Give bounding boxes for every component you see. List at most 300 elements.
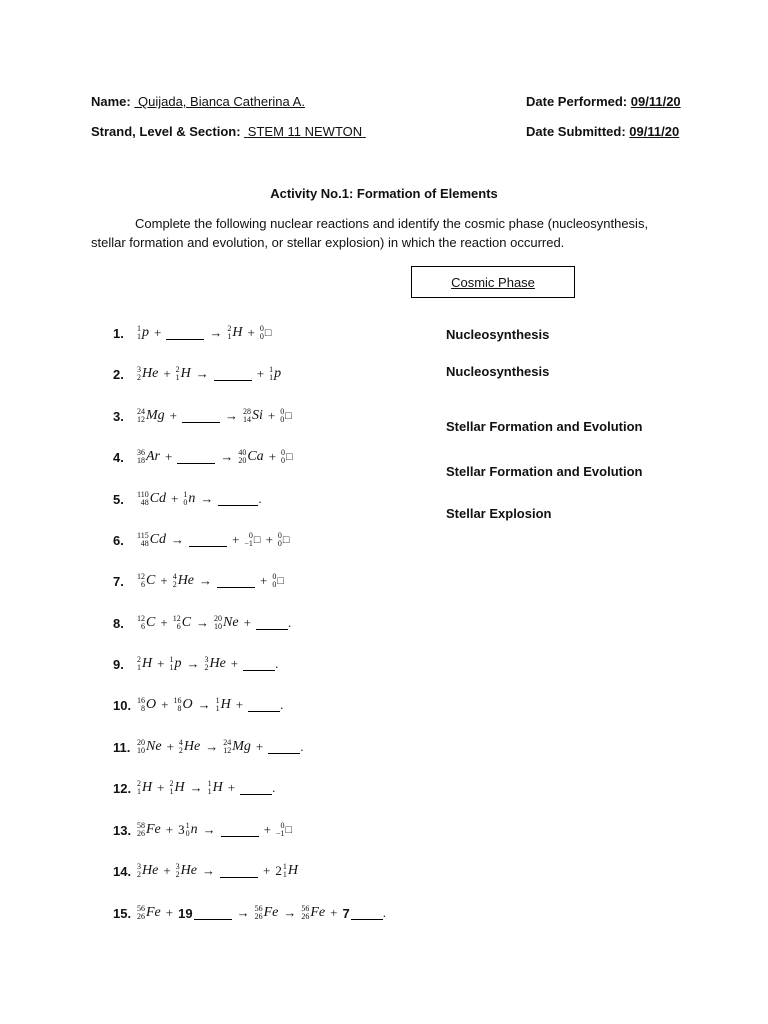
plus-sign: + <box>171 491 179 506</box>
arrow-icon: → <box>220 449 234 464</box>
date-performed-label: Date Performed: <box>526 94 628 109</box>
atomic-number: 26 <box>254 912 263 921</box>
arrow-icon: → <box>171 532 185 547</box>
plus-sign: + <box>263 822 271 837</box>
atomic-number: 10 <box>137 746 145 755</box>
isotope <box>137 697 156 713</box>
isotope-numbers <box>186 822 190 838</box>
element-symbol: He <box>142 366 159 381</box>
name-row <box>91 94 344 109</box>
reaction-row <box>113 697 283 713</box>
plus-sign: + <box>165 905 174 920</box>
mass-number: 28 <box>243 407 252 416</box>
mass-number: 0 <box>280 821 285 830</box>
reaction-row <box>113 615 291 631</box>
element-symbol: H <box>174 780 185 795</box>
section-value: STEM 11 NEWTON <box>247 124 363 139</box>
element-symbol: Ar <box>146 449 160 464</box>
element-symbol: H <box>212 780 223 795</box>
period: . <box>382 905 386 920</box>
mass-number: 4 <box>178 738 183 747</box>
reaction-number: 7. <box>113 573 124 589</box>
atomic-number: 26 <box>137 829 145 838</box>
element-symbol: □ <box>286 451 293 463</box>
isotope-numbers <box>137 449 145 465</box>
answer-blank[interactable] <box>177 451 215 464</box>
atomic-number: 0 <box>280 415 285 424</box>
atomic-number: 0 <box>259 332 264 341</box>
plus-sign: + <box>263 863 271 878</box>
plus-sign: + <box>161 697 169 712</box>
element-symbol: Ca <box>247 449 264 464</box>
isotope <box>137 532 166 548</box>
isotope <box>227 325 242 341</box>
isotope <box>137 905 161 921</box>
isotope <box>137 780 152 796</box>
reaction-row <box>113 325 271 341</box>
isotope <box>281 449 293 465</box>
cosmic-phase-header-label: Cosmic Phase <box>451 274 535 290</box>
isotope <box>179 739 200 755</box>
element-symbol: Fe <box>146 905 161 920</box>
element-symbol: H <box>287 863 298 878</box>
mass-number: 12 <box>137 572 145 581</box>
plus-sign: + <box>160 573 168 588</box>
answer-blank[interactable] <box>268 741 300 754</box>
isotope-numbers <box>244 532 253 548</box>
plus-sign: + <box>166 739 174 754</box>
element-symbol: Mg <box>146 408 165 423</box>
isotope <box>269 366 281 382</box>
atomic-number: 0 <box>272 580 277 589</box>
coefficient: 7 <box>342 905 350 921</box>
reaction-row <box>113 656 278 672</box>
coefficient: 19 <box>178 905 193 921</box>
element-symbol: H <box>142 780 153 795</box>
isotope-numbers <box>260 325 264 341</box>
plus-sign: + <box>267 408 276 423</box>
arrow-icon: → <box>186 656 200 671</box>
isotope <box>301 905 325 921</box>
arrow-icon: → <box>283 905 297 920</box>
isotope-numbers <box>280 408 284 424</box>
mass-number: 20 <box>214 614 223 623</box>
atomic-number: 2 <box>204 663 209 672</box>
isotope-numbers <box>243 408 251 424</box>
plus-sign: + <box>256 366 265 381</box>
activity-instructions: Complete the following nuclear reactions and identify the cosmic phase (nucleosynthesis, stellar formation and evolution, or stellar explosion) in which the reaction occurred. <box>91 216 649 250</box>
isotope-numbers <box>214 615 222 631</box>
period: . <box>272 780 276 795</box>
reaction-row <box>113 408 292 424</box>
isotope <box>183 491 195 507</box>
isotope <box>137 325 149 341</box>
isotope <box>137 615 155 631</box>
element-symbol: Fe <box>263 905 279 920</box>
atomic-number: 6 <box>141 622 145 631</box>
isotope-numbers <box>278 532 282 548</box>
mass-number: 0 <box>277 531 282 540</box>
period: . <box>300 739 304 754</box>
plus-sign: + <box>160 615 168 630</box>
isotope <box>243 408 263 424</box>
plus-sign: + <box>163 366 171 381</box>
plus-sign: + <box>235 697 244 712</box>
isotope-numbers <box>137 366 141 382</box>
mass-number: 24 <box>223 738 232 747</box>
reaction-number: 11. <box>113 739 131 755</box>
element-symbol: Ne <box>223 615 239 630</box>
answer-blank[interactable] <box>240 782 272 795</box>
element-symbol: n <box>188 491 196 506</box>
isotope <box>137 449 160 465</box>
answer-blank[interactable] <box>182 410 220 423</box>
atomic-number: −1 <box>275 829 285 838</box>
atomic-number: 2 <box>172 580 177 589</box>
element-symbol: p <box>174 656 182 671</box>
atomic-number: 1 <box>137 787 141 796</box>
reaction-row <box>113 366 281 382</box>
answer-blank[interactable] <box>248 699 280 712</box>
isotope-numbers <box>137 615 145 631</box>
isotope-numbers <box>269 366 273 382</box>
plus-sign: + <box>169 408 178 423</box>
date-submitted-value: 09/11/20 <box>629 124 680 139</box>
mass-number: 4 <box>172 572 177 581</box>
phase-answer: Stellar Explosion <box>446 506 552 521</box>
atomic-number: 10 <box>214 622 223 631</box>
isotope-numbers <box>208 780 212 796</box>
isotope-numbers <box>301 905 309 921</box>
isotope <box>214 615 239 631</box>
mass-number: 0 <box>281 448 286 457</box>
mass-number: 3 <box>137 862 141 871</box>
atomic-number: 1 <box>269 373 274 382</box>
plus-sign: + <box>268 449 277 464</box>
isotope-numbers <box>276 822 285 838</box>
atomic-number: 0 <box>183 498 188 507</box>
atomic-number: 12 <box>137 415 145 424</box>
isotope-numbers <box>173 615 181 631</box>
mass-number: 1 <box>207 779 212 788</box>
mass-number: 24 <box>137 407 145 416</box>
element-symbol: Fe <box>310 905 326 920</box>
activity-title: Activity No.1: Formation of Elements <box>270 186 498 201</box>
arrow-icon: → <box>236 905 250 920</box>
isotope-numbers <box>137 739 145 755</box>
isotope <box>275 863 298 879</box>
mass-number: 12 <box>137 614 145 623</box>
mass-number: 3 <box>175 862 180 871</box>
isotope-numbers <box>216 697 220 713</box>
isotope <box>137 366 158 382</box>
element-symbol: He <box>180 863 197 878</box>
isotope <box>169 780 184 796</box>
element-symbol: Cd <box>149 491 167 506</box>
atomic-number: 1 <box>227 332 232 341</box>
reaction-number: 5. <box>113 491 124 507</box>
isotope <box>216 697 231 713</box>
mass-number: 1 <box>185 821 190 830</box>
atomic-number: 26 <box>301 912 310 921</box>
isotope-numbers <box>238 449 246 465</box>
isotope-numbers <box>169 780 173 796</box>
plus-sign: + <box>157 656 165 671</box>
plus-sign: + <box>330 905 338 920</box>
atomic-number: 1 <box>207 787 212 796</box>
atomic-number: 8 <box>141 704 145 713</box>
mass-number: 1 <box>183 490 188 499</box>
element-symbol: n <box>190 822 198 837</box>
isotope-numbers <box>179 739 183 755</box>
period: . <box>275 656 279 671</box>
section-label: Strand, Level & Section: <box>91 124 241 139</box>
element-symbol: □ <box>285 824 293 836</box>
mass-number: 16 <box>173 696 182 705</box>
element-symbol: □ <box>277 575 285 587</box>
answer-blank[interactable] <box>351 907 383 920</box>
mass-number: 3 <box>204 655 209 664</box>
isotope-numbers <box>173 697 181 713</box>
plus-sign: + <box>157 780 165 795</box>
plus-sign: + <box>243 615 251 630</box>
arrow-icon: → <box>195 366 209 381</box>
element-symbol: C <box>146 573 156 588</box>
isotope-numbers <box>227 325 231 341</box>
arrow-icon: → <box>197 697 211 712</box>
arrow-icon: → <box>209 325 223 340</box>
reaction-number: 15. <box>113 905 132 921</box>
atomic-number: 1 <box>215 704 220 713</box>
isotope-numbers <box>283 863 287 879</box>
isotope <box>176 366 191 382</box>
element-symbol: O <box>146 697 157 712</box>
reaction-number: 13. <box>113 822 132 838</box>
mass-number: 0 <box>280 407 285 416</box>
answer-blank[interactable] <box>189 534 227 547</box>
mass-number: 58 <box>137 821 145 830</box>
name-label: Name: <box>91 94 131 109</box>
reaction-number: 8. <box>113 615 124 631</box>
coefficient: 3 <box>178 822 185 837</box>
isotope <box>137 822 161 838</box>
isotope <box>223 739 251 755</box>
isotope <box>173 615 191 631</box>
date-performed-value: 09/11/20 <box>630 94 681 109</box>
mass-number: 1 <box>282 862 287 871</box>
mass-number: 56 <box>137 904 145 913</box>
plus-sign: + <box>154 325 162 340</box>
answer-blank[interactable] <box>243 658 275 671</box>
plus-sign: + <box>232 532 240 547</box>
isotope <box>173 573 194 589</box>
atomic-number: 6 <box>176 622 181 631</box>
mass-number: 0 <box>259 324 264 333</box>
element-symbol: Cd <box>149 532 167 547</box>
element-symbol: H <box>180 366 191 381</box>
mass-number: 2 <box>175 365 180 374</box>
isotope <box>137 656 152 672</box>
reaction-number: 14. <box>113 863 132 879</box>
answer-blank[interactable] <box>256 617 288 630</box>
arrow-icon: → <box>189 780 203 795</box>
isotope <box>137 863 158 879</box>
date-submitted-label: Date Submitted: <box>526 124 626 139</box>
isotope-numbers <box>183 491 187 507</box>
mass-number: 16 <box>137 696 145 705</box>
date-performed-row <box>526 94 681 109</box>
isotope <box>178 822 198 838</box>
isotope <box>208 780 223 796</box>
mass-number: 56 <box>254 904 263 913</box>
isotope-numbers <box>137 656 141 672</box>
plus-sign: + <box>260 573 268 588</box>
isotope <box>280 408 292 424</box>
reaction-number: 3. <box>113 408 124 424</box>
phase-answer: Stellar Formation and Evolution <box>446 419 643 434</box>
arrow-icon: → <box>196 615 210 630</box>
atomic-number: 1 <box>137 332 141 341</box>
arrow-icon: → <box>202 822 216 837</box>
atomic-number: 2 <box>137 373 141 382</box>
atomic-number: 1 <box>282 870 287 879</box>
atomic-number: 1 <box>169 663 174 672</box>
answer-blank[interactable] <box>214 368 252 381</box>
mass-number: 1 <box>169 655 174 664</box>
arrow-icon: → <box>200 491 214 506</box>
reaction-number: 9. <box>113 656 124 672</box>
arrow-icon: → <box>225 408 239 423</box>
element-symbol: He <box>183 739 201 754</box>
isotope-numbers <box>176 366 180 382</box>
atomic-number: 1 <box>169 787 174 796</box>
answer-blank[interactable] <box>218 493 258 506</box>
isotope <box>255 905 279 921</box>
isotope <box>272 573 284 589</box>
element-symbol: Fe <box>146 822 161 837</box>
atomic-number: −1 <box>244 539 253 548</box>
element-symbol: He <box>177 573 195 588</box>
arrow-icon: → <box>202 863 215 878</box>
mass-number: 1 <box>215 696 220 705</box>
plus-sign: + <box>247 325 255 340</box>
isotope-numbers <box>255 905 263 921</box>
isotope <box>169 656 181 672</box>
element-symbol: O <box>182 697 193 712</box>
isotope <box>276 822 292 838</box>
name-value: Quijada, Bianca Catherina A. <box>138 94 305 109</box>
answer-blank[interactable] <box>221 824 259 837</box>
isotope-numbers <box>137 822 145 838</box>
mass-number: 56 <box>301 904 310 913</box>
mass-number: 3 <box>137 365 141 374</box>
isotope-numbers <box>137 863 141 879</box>
plus-sign: + <box>165 822 174 837</box>
isotope-numbers <box>169 656 173 672</box>
reaction-row <box>113 449 293 465</box>
atomic-number: 0 <box>277 539 282 548</box>
reaction-row <box>113 863 298 879</box>
isotope-numbers <box>137 573 145 589</box>
plus-sign: + <box>265 532 273 547</box>
isotope-numbers <box>137 491 149 507</box>
element-symbol: p <box>274 366 282 381</box>
atomic-number: 18 <box>137 456 145 465</box>
atomic-number: 0 <box>185 829 190 838</box>
reaction-number: 12. <box>113 780 132 796</box>
element-symbol: He <box>142 863 159 878</box>
isotope-numbers <box>281 449 285 465</box>
atomic-number: 1 <box>175 373 180 382</box>
date-submitted-row <box>526 124 679 139</box>
element-symbol: Mg <box>232 739 251 754</box>
atomic-number: 6 <box>141 580 145 589</box>
answer-blank[interactable] <box>217 575 255 588</box>
section-row <box>91 124 366 139</box>
atomic-number: 12 <box>223 746 232 755</box>
reaction-row <box>113 573 284 589</box>
element-symbol: H <box>220 697 231 712</box>
element-symbol: Si <box>252 408 263 423</box>
isotope <box>137 739 162 755</box>
isotope <box>244 532 260 548</box>
cosmic-phase-header <box>411 266 575 298</box>
element-symbol: p <box>142 325 149 340</box>
element-symbol: H <box>142 656 153 671</box>
reaction-number: 6. <box>113 532 124 548</box>
phase-answer: Nucleosynthesis <box>446 327 550 342</box>
atomic-number: 2 <box>175 870 180 879</box>
isotope-numbers <box>137 408 145 424</box>
element-symbol: H <box>232 325 243 340</box>
mass-number: 115 <box>137 531 149 540</box>
reaction-row <box>113 780 275 796</box>
answer-blank[interactable] <box>220 865 258 878</box>
reaction-row <box>113 739 304 755</box>
mass-number: 2 <box>137 655 141 664</box>
atomic-number: 1 <box>137 663 141 672</box>
isotope-numbers <box>176 863 180 879</box>
atomic-number: 48 <box>140 539 149 548</box>
plus-sign: + <box>227 780 236 795</box>
isotope-numbers <box>137 780 141 796</box>
isotope-numbers <box>137 905 145 921</box>
isotope-numbers <box>204 656 208 672</box>
answer-blank[interactable] <box>166 327 204 340</box>
isotope <box>238 449 263 465</box>
reaction-row <box>113 491 262 507</box>
reaction-number: 2. <box>113 366 124 382</box>
isotope-numbers <box>137 325 141 341</box>
plus-sign: + <box>165 449 173 464</box>
answer-blank[interactable] <box>194 907 232 920</box>
isotope <box>137 491 166 507</box>
phase-answer: Stellar Formation and Evolution <box>446 464 643 479</box>
mass-number: 0 <box>272 572 277 581</box>
isotope-numbers <box>137 697 145 713</box>
atomic-number: 14 <box>243 415 252 424</box>
period: . <box>258 491 262 506</box>
mass-number: 110 <box>137 490 149 499</box>
phase-answer: Nucleosynthesis <box>446 364 550 379</box>
mass-number: 2 <box>137 779 141 788</box>
atomic-number: 26 <box>137 912 145 921</box>
coefficient: 2 <box>275 863 282 878</box>
isotope <box>173 697 192 713</box>
atomic-number: 2 <box>178 746 183 755</box>
element-symbol: □ <box>285 410 292 422</box>
mass-number: 40 <box>238 448 247 457</box>
